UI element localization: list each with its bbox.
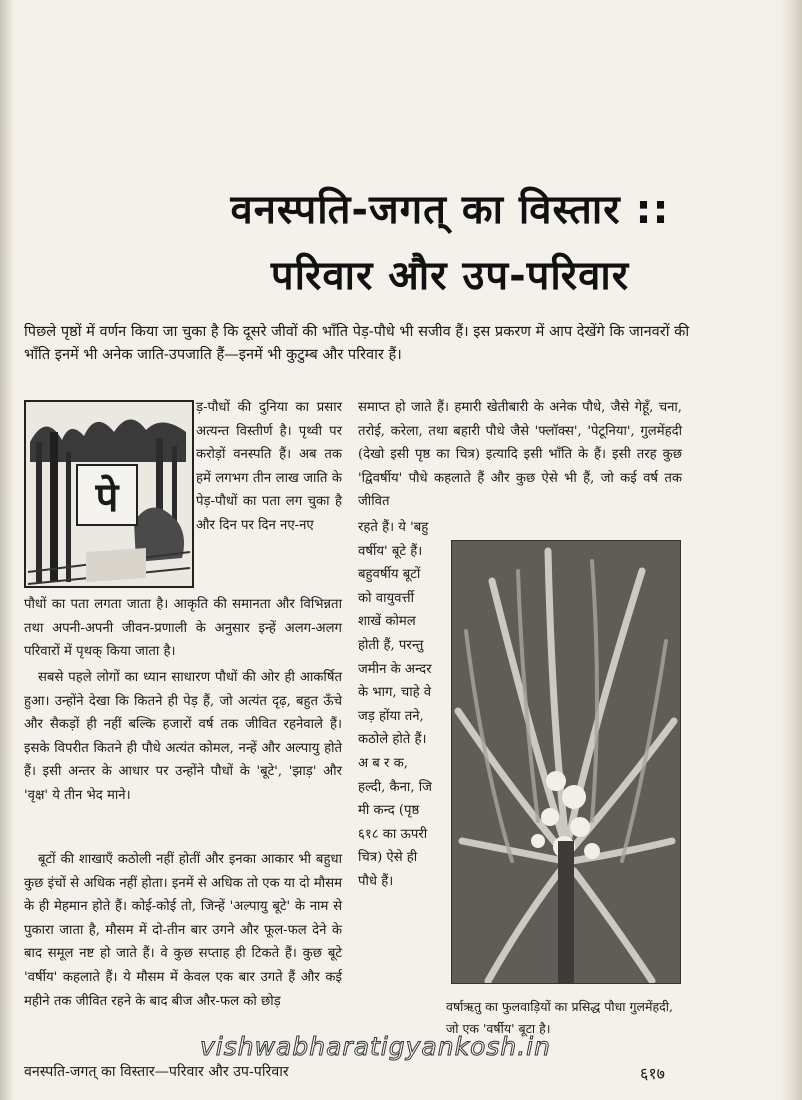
running-footer-title: वनस्पति-जगत् का विस्तार—परिवार और उप-परिवार	[24, 1064, 289, 1080]
body-paragraph-1-continued: पौधों का पता लगता जाता है। आकृति की समानता और विभिन्नता तथा अपनी-अपनी जीवन-प्रणाली के अनुसार इन्हें अलग-अलग परिवारों में पृथक् किया जाता है।	[24, 597, 342, 660]
page-edge	[780, 0, 802, 1100]
balsam-plant-image	[452, 541, 680, 983]
website-watermark: vishwabharatigyankosh.in	[200, 1032, 551, 1061]
chapter-intro: पिछले पृष्ठों में वर्णन किया जा चुका है कि दूसरे जीवों की भाँति पेड़-पौधे भी सजीव हैं। इस प्रकरण में आप देखेंगे कि जानवरों की भाँति इनमें भी अनेक जाति-उपजाति हैं—इनमें भी कुटुम्ब और परिवार हैं।	[24, 323, 690, 363]
dropcap-illustration	[24, 400, 194, 588]
body-paragraph-1-wrapped: ड़-पौधों की दुनिया का प्रसार अत्यन्त विस्तीर्ण है। पृथ्वी पर करोड़ों वनस्पति हैं। अब तक हमें लगभग तीन लाख जाति के पेड़-पौधों का पता लग चुका है और दिन पर दिन नए-नए	[196, 400, 342, 533]
book-gutter-shadow	[0, 0, 14, 1100]
page-number: ६१७	[640, 1064, 665, 1083]
right-column-narrow-paragraph: रहते हैं। ये 'बहु वर्षीय' बूटे हैं। बहुवर्षीय बूटों को वायुवर्त्ती शाखें कोमल होती हैं, परन्तु जमीन के अन्दर के भाग, चाहे वे जड़ होंया तने, कठोले होते हैं। अ ब र क, हल्दी, कैना, जि मी कन्द (पृष्ठ ६१८ का ऊपरी चित्र) ऐसे ही पौधे हैं।	[358, 520, 432, 889]
dropcap-letter: पे	[76, 464, 138, 526]
photo-caption: वर्षाऋतु का फुलवाड़ियों का प्रसिद्ध पौधा गुलमेंहदी, जो एक 'वर्षीय' बूटा है।	[446, 999, 673, 1036]
body-paragraph-3: बूटों की शाखाएँ कठोली नहीं होतीं और इनका आकार भी बहुधा कुछ इंचों से अधिक नहीं होता। इनमें से अधिक तो एक या दो मौसम के ही मेहमान होते हैं। कोई-कोई तो, जिन्हें 'अल्पायु बूटे' के नाम से पुकारा जाता है, मौसम में दो-तीन बार उगने और फूल-फल देने के बाद समूल नष्ट हो जाते हैं। वे कुछ सप्ताह ही टिकते हैं। कुछ बूटे 'वर्षीय' कहलाते हैं। ये मौसम में केवल एक बार उगते हैं और कई महीने तक जीवित रहने के बाद बीज और-फल को छोड़	[24, 852, 342, 1009]
body-paragraph-2: सबसे पहले लोगों का ध्यान साधारण पौधों की ओर ही आकर्षित हुआ। उन्होंने देखा कि कितने ही पेड़ हैं, जो अत्यंत दृढ़, बहुत ऊँचे और सैकड़ों ही नहीं बल्कि हजारों वर्ष तक जीवित रहनेवाले हैं। इसके विपरीत कितने ही पौधे अत्यंत कोमल, नन्हें और अल्पायु होते हैं। इसी अन्तर के आधार पर उन्होंने पौधों के 'बूटे', 'झाड़' और 'वृक्ष' ये तीन भेद माने।	[24, 670, 342, 803]
right-column-paragraph: समाप्त हो जाते हैं। हमारी खेतीबारी के अनेक पौधे, जैसे गेहूँ, चना, तरोई, करेला, तथा बहारी पौधे जैसे 'फ्लॉक्स', 'पेटूनिया', गुलमेंहदी (देखो इसी पृष्ठ का चित्र) इत्यादि इसी भाँति के हैं। इसी तरह कुछ 'द्विवर्षीय' पौधे कहलाते हैं और कुछ ऐसे भी हैं, जो कई वर्ष तक जीवित	[358, 400, 682, 510]
chapter-title-line-1: वनस्पति-जगत् का विस्तार ::	[230, 187, 670, 233]
gulmehndi-photo	[451, 540, 681, 984]
chapter-title-line-2: परिवार और उप-परिवार	[270, 253, 630, 299]
